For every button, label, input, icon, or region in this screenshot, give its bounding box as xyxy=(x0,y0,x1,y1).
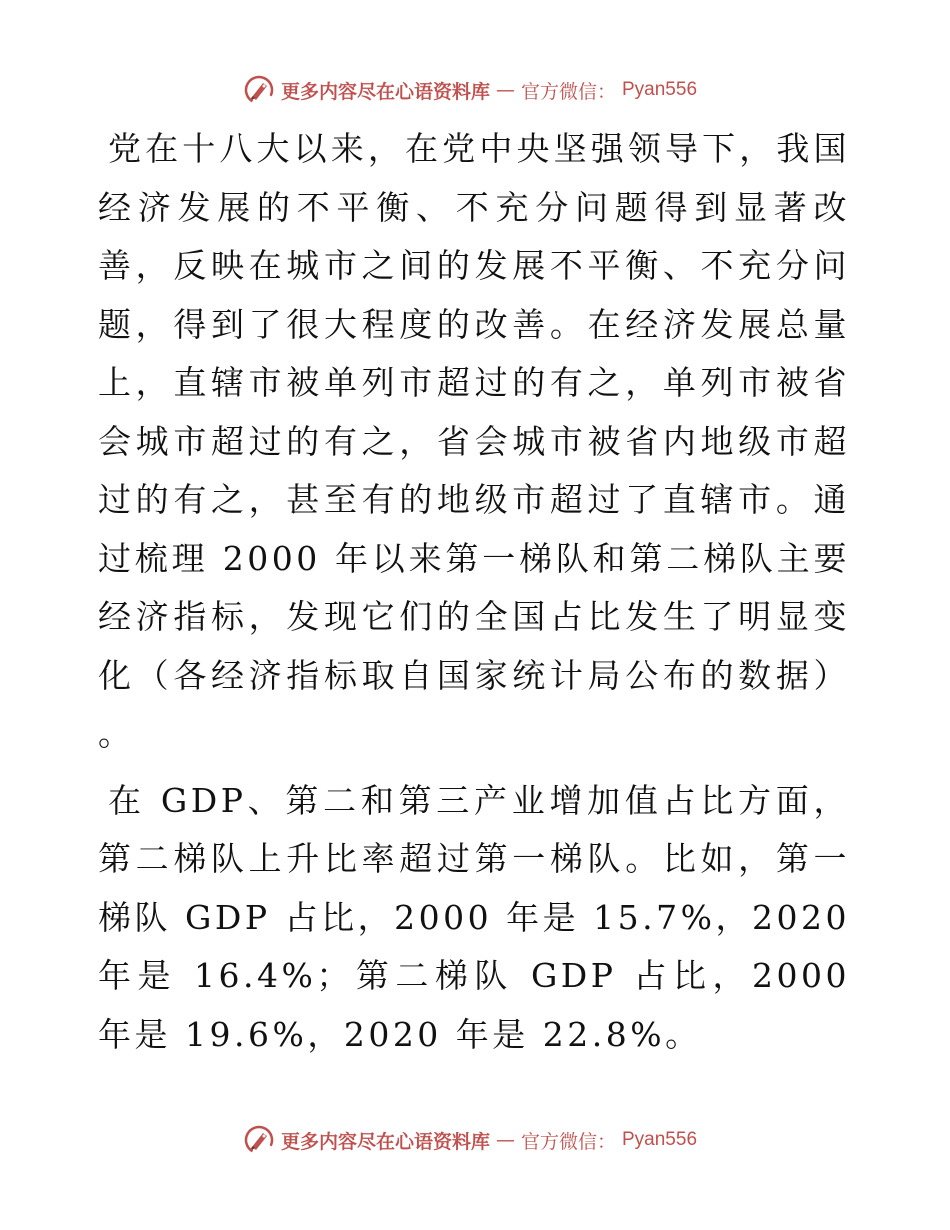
paragraph-2: 在 GDP、第二和第三产业增加值占比方面，第二梯队上升比率超过第一梯队。比如，第一梯队 GDP 占比，2000 年是 15.7%，2020 年是 16.4%；第二梯队 GDP 占比，2000 年是 19.6%，2020 年是 22.8%。 xyxy=(98,780,850,1054)
footer-banner-content xyxy=(243,1124,697,1156)
header-banner-account: Pyan556 xyxy=(622,79,698,100)
header-banner-content xyxy=(243,74,697,106)
header-banner-separator: — xyxy=(495,79,515,101)
footer-banner-title: 更多内容尽在心语资料库 xyxy=(280,1130,490,1153)
footer-banner-account: Pyan556 xyxy=(622,1129,698,1150)
pen-nib-logo-icon xyxy=(243,74,275,106)
header-banner-title: 更多内容尽在心语资料库 xyxy=(280,80,490,103)
pen-nib-logo-icon xyxy=(243,1124,275,1156)
footer-banner-separator: — xyxy=(495,1129,515,1151)
document-body xyxy=(98,120,850,1064)
footer-banner-label: 官方微信： xyxy=(520,1130,616,1153)
header-banner-label: 官方微信： xyxy=(520,80,616,103)
footer-banner xyxy=(0,1120,950,1160)
paragraph-1: 党在十八大以来，在党中央坚强领导下，我国经济发展的不平衡、不充分问题得到显著改善，反映在城市之间的发展不平衡、不充分问题，得到了很大程度的改善。在经济发展总量上，直辖市被单列市超过的有之，单列市被省会城市超过的有之，省会城市被省内地级市超过的有之，甚至有的地级市超过了直辖市。通过梳理 2000 年以来第一梯队和第二梯队主要经济指标，发现它们的全国占比发生了明显变化（各经济指标取自国家统计局公布的数据） 。 xyxy=(98,129,850,753)
header-banner xyxy=(0,70,950,110)
